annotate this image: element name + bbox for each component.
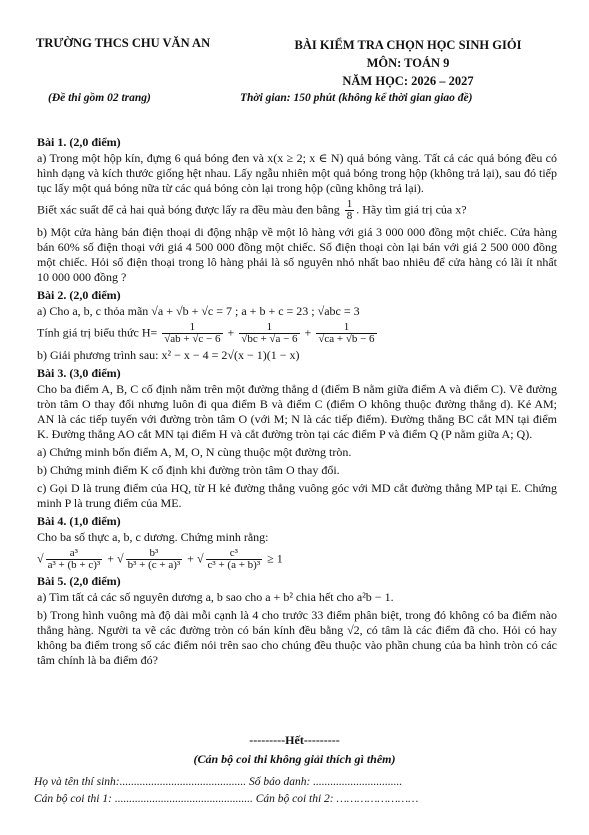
problem-3c-text: c) Gọi D là trung điểm của HQ, từ H kẻ đường thẳng vuông góc với MD cắt đường thẳng MP tại E. Chứng minh P là trung điểm của ME. — [37, 481, 557, 510]
fraction-one-eighth: $\frac{1}{8}$ — [346, 198, 353, 222]
exam-title-block — [258, 36, 558, 90]
pages-note: (Đề thi gồm 02 trang) — [48, 92, 151, 104]
candidate-info-line: Họ và tên thí sinh:............................................ Số báo danh: ............................... — [34, 776, 403, 788]
exam-title: BÀI KIỂM TRA CHỌN HỌC SINH GIỎI — [294, 38, 522, 52]
h-label: Tính giá trị biểu thức H= — [37, 325, 158, 340]
problem-4-title: Bài 4. (1,0 điểm) — [37, 514, 121, 528]
exam-body — [37, 133, 557, 671]
problem-1b-text: b) Một cửa hàng bán điện thoại di động nhập về một lô hàng với giá 3 000 000 đồng một chiếc. Cửa hàng bán 60% số điện thoại với giá 4 500 000 đồng một chiếc. Số điện thoại còn lại bán với giá 2 500 000 đồng một chiếc. Hỏi số điện thoại trong lô hàng phải là số nguyên nhỏ nhất bao nhiêu để cửa hàng có lãi ít nhất 10 000 000 đồng ? — [37, 225, 557, 284]
exam-end — [0, 733, 589, 767]
problem-4-intro: Cho ba số thực a, b, c dương. Chứng minh rằng: — [37, 530, 269, 544]
problem-2a-text: a) Cho a, b, c thỏa mãn √a + √b + √c = 7 ; a + b + c = 23 ; √abc = 3 — [37, 304, 360, 318]
ineq-term-1: $\frac{\text{a³}}{\text{a³ + (b + c)³}}$ — [47, 547, 101, 571]
end-marker: ---------Hết--------- — [249, 733, 340, 747]
problem-1a-text: a) Trong một hộp kín, đựng 6 quả bóng đen và x(x ≥ 2; x ∈ N) quả bóng vàng. Tất cả các quả bóng đều có hình dạng và kích thước giống hệt nhau. Lấy ngẫu nhiên một quả bóng trong hộp (không trả lại), sau đó tiếp tục lấy một quả bóng nữa từ các quả bóng còn lại trong hộp (cũng không trả lại). — [37, 151, 557, 195]
problem-3-intro: Cho ba điểm A, B, C cố định nằm trên một đường thẳng d (điểm B nằm giữa điểm A và điểm C). Vẽ đường tròn tâm O thay đổi nhưng luôn đi qua điểm B và điểm C (điểm O không thuộc đường thẳng d). Kẻ AM; AN là các tiếp tuyến với đường tròn tâm O (với M; N là các tiếp điểm). Đường thẳng BC cắt MN tại điểm K. Đường thẳng AO cắt MN tại điểm H và cắt đường tròn tại các điểm P và điểm Q (P nằm giữa A; Q). — [37, 382, 557, 441]
ineq-tail: ≥ 1 — [267, 551, 283, 566]
h-term-1: $\frac{1}{√ab + √c - 6}$ — [164, 321, 221, 345]
problem-1a-question — [37, 199, 557, 222]
exam-year: NĂM HỌC: 2026 – 2027 — [342, 74, 474, 88]
problem-2a-formula: Tính giá trị biểu thức H= $\frac{1}{√ab + √c - 6}$ + $\frac{1}{√bc + √a - 6}$ + $\frac{1}{√ca + √b - 6}$ — [37, 321, 375, 345]
problem-1a-question-text: Biết xác suất để cả hai quả bóng được lấy ra đều màu đen bằng — [37, 202, 340, 217]
problem-2-title: Bài 2. (2,0 điểm) — [37, 288, 121, 302]
problem-5b-text: b) Trong hình vuông mà độ dài mỗi cạnh là 4 cho trước 33 điểm phân biệt, trong đó không có ba điểm nào thẳng hàng. Người ta vẽ các đường tròn có bán kính đều bằng √2, có tâm là các điểm đã cho. Hỏi có hay không ba điểm trong số các điểm nói trên sao cho chúng đều thuộc vào phần chung của ba hình tròn có các tâm chính là ba điểm đó? — [37, 608, 557, 667]
problem-4-inequality: √ $\frac{\text{a³}}{\text{a³ + (b + c)³}}$ + √ $\frac{\text{b³}}{\text{b³ + (c + a)³}}$ + √ $\frac{\text{c³}}{\text{c³ + (a + b)³}}$ ≥ 1 — [37, 547, 283, 571]
ineq-term-3: $\frac{\text{c³}}{\text{c³ + (a + b)³}}$ — [207, 547, 261, 571]
problem-3-title: Bài 3. (3,0 điểm) — [37, 366, 121, 380]
exam-subject: MÔN: TOÁN 9 — [366, 56, 450, 70]
h-term-3: $\frac{1}{√ca + √b - 6}$ — [318, 321, 375, 345]
ineq-term-2: $\frac{\text{b³}}{\text{b³ + (c + a)³}}$ — [127, 547, 181, 571]
problem-2b-text: b) Giải phương trình sau: x² − x − 4 = 2√(x − 1)(1 − x) — [37, 348, 300, 362]
school-name: TRƯỜNG THCS CHU VĂN AN — [36, 36, 211, 50]
proctor-note: (Cán bộ coi thi không giải thích gì thêm) — [193, 752, 396, 766]
problem-1-title: Bài 1. (2,0 điểm) — [37, 135, 121, 149]
problem-3a-text: a) Chứng minh bốn điểm A, M, O, N cùng thuộc một đường tròn. — [37, 445, 352, 459]
proctor-sign-line: Cán bộ coi thi 1: ................................................ Cán bộ coi thi 2: …………………… — [34, 793, 419, 805]
problem-5-title: Bài 5. (2,0 điểm) — [37, 574, 121, 588]
problem-5a-text: a) Tìm tất cả các số nguyên dương a, b sao cho a + b² chia hết cho a²b − 1. — [37, 590, 394, 604]
exam-header — [0, 36, 589, 116]
problem-3b-text: b) Chứng minh điểm K cố định khi đường tròn tâm O thay đổi. — [37, 463, 340, 477]
time-note: Thời gian: 150 phút (không kể thời gian giao đề) — [240, 92, 473, 104]
problem-1a-question-end: . Hãy tìm giá trị của x? — [356, 202, 467, 217]
h-term-2: $\frac{1}{√bc + √a - 6}$ — [241, 321, 298, 345]
